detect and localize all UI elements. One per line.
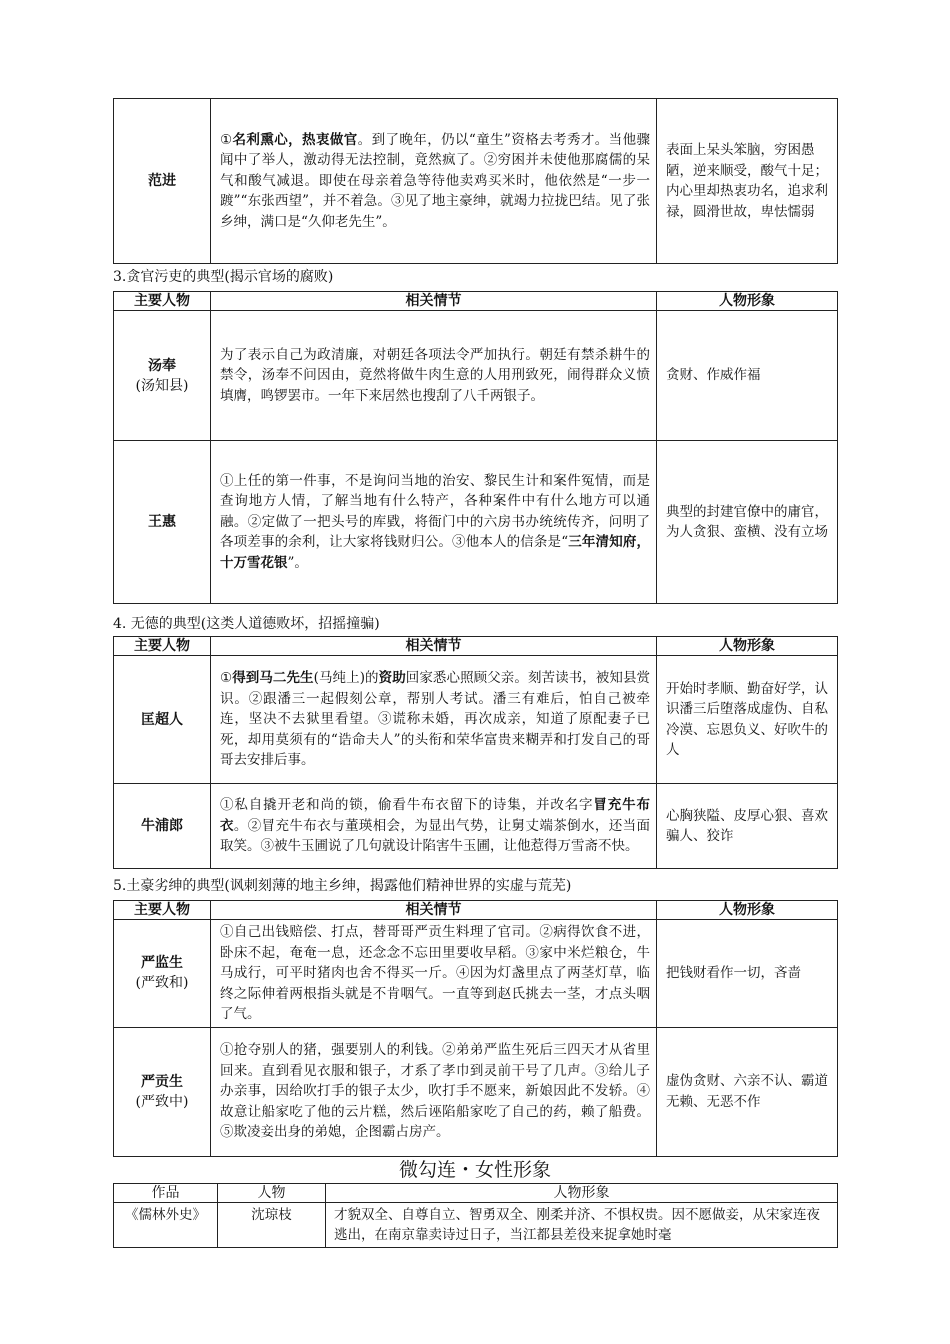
- corrupt-official-table: [113, 291, 838, 604]
- character-name: 王惠: [114, 441, 211, 604]
- fan-jin-table: [113, 98, 838, 264]
- table-row: [114, 1203, 838, 1248]
- work-title: 《儒林外史》: [114, 1203, 218, 1248]
- female-image-table: [113, 1183, 838, 1248]
- column-header: 相关情节: [211, 292, 657, 311]
- character-name: 汤奉 (汤知县): [114, 311, 211, 441]
- image-cell: 才貌双全、自尊自立、智勇双全、刚柔并济、不惧权贵。因不愿做妾，从宋家连夜逃出，在南京靠卖诗过日子，当江都县差役来捉拿她时毫: [326, 1203, 838, 1248]
- character-name: 范进: [114, 99, 211, 264]
- plot-text: 回家悉心照顾父亲。刻苦读书，被知县赏识。②跟潘三一起假刻公章，帮别人考试。潘三有难后，怕自己被牵连，坚决不去狱里看望。③谎称未婚，再次成亲，知道了原配妻子已死，却用莫须有的“诰命夫人”的头衔和荣华富贵来糊弄和打发自己的哥哥去安排后事。: [220, 670, 651, 769]
- plot-text: ①上任的第一件事，不是询问当地的治安、黎民生计和案件冤情，而是查询地方人情，了解当地有什么特产，各种案件中有什么地方可以通融。②定做了一把头号的库戥，将衙门中的六房书办统统传齐，问明了各项差事的余利，让大家将钱财归公。③他本人的信条是“: [220, 472, 650, 551]
- character-name: 严监生 (严致和): [114, 920, 211, 1028]
- section-title: 微勾连・女性形象: [398, 1159, 551, 1181]
- plot-text: ”。: [287, 554, 308, 571]
- local-tyrant-table: [113, 900, 838, 1157]
- plot-text: (马纯上)的: [313, 670, 379, 687]
- table-row: [114, 441, 838, 604]
- emphasis-text: 名利熏心，热衷做官: [232, 131, 358, 148]
- plot-text: ①: [220, 670, 233, 687]
- image-cell: 典型的封建官僚中的庸官，为人贪狠、蛮横、没有立场: [657, 441, 838, 604]
- column-header: 人物形象: [657, 637, 838, 656]
- table-row: [114, 656, 838, 784]
- column-header: 相关情节: [211, 901, 657, 920]
- column-header: 人物: [218, 1184, 326, 1203]
- table-row: [114, 311, 838, 441]
- plot-text: ①自己出钱赔偿、打点，替哥哥严贡生料理了官司。②病得饮食不进，卧床不起，奄奄一息，还念念不忘田里要收早稻。③家中米烂粮仓，牛马成行，可平时猪肉也舍不得买一斤。④因为灯盏里点了两茎灯草，临终之际伸着两根指头就是不肯咽气。一直等到赵氏挑去一茎，才点头咽了气。: [220, 924, 650, 1022]
- character-name: 匡超人: [114, 656, 211, 784]
- character-name: 严贡生 (严致中): [114, 1027, 211, 1156]
- image-cell: 表面上呆头笨脑，穷困愚陋，逆来顺受，酸气十足；内心里却热衷功名，追求利禄，圆滑世故，卑怯懦弱: [657, 99, 838, 264]
- column-header: 人物形象: [326, 1184, 838, 1203]
- plot-cell: [211, 920, 657, 1028]
- emphasis-text: 冒充牛布衣: [220, 797, 651, 834]
- column-header: 人物形象: [657, 901, 838, 920]
- section-heading: 3.贪官污吏的典型(揭示官场的腐败): [113, 269, 334, 285]
- image-cell: 开始时孝顺、勤奋好学，认识潘三后堕落成虚伪、自私冷漠、忘恩负义、好吹牛的人: [657, 656, 838, 784]
- column-header: 主要人物: [114, 637, 211, 656]
- plot-cell: [211, 784, 657, 869]
- plot-cell: [211, 311, 657, 441]
- plot-text: 为了表示自己为政清廉，对朝廷各项法令严加执行。朝廷有禁杀耕牛的禁令，汤奉不问因由，竟然将做牛肉生意的人用刑致死，闹得群众义愤填膺，鸣锣罢市。一年下来居然也搜刮了八千两银子。: [220, 346, 650, 404]
- plot-cell: [211, 1027, 657, 1156]
- plot-text: 。②冒充牛布衣与董瑛相会，为显出气势，让舅丈端茶倒水，还当面取笑。③被牛玉圃说了几句就设计陷害牛玉圃，让他惹得万雪斋不快。: [220, 817, 651, 855]
- image-cell: 心胸狭隘、皮厚心狠、喜欢骗人、狡诈: [657, 784, 838, 869]
- plot-text: ①抢夺别人的猪，强要别人的利钱。②弟弟严监生死后三四天才从省里回来。直到看见衣服和银子，才系了孝巾到灵前干号了几声。③给儿子办亲事，因给吹打手的银子太少，吹打手不愿来，新娘因此不发轿。④故意让船家吃了他的云片糕，然后诬陷船家吃了自己的药，赖了船费。⑤欺凌妾出身的弟媳，企图霸占房产。: [220, 1042, 650, 1141]
- section-heading: 5.土豪劣绅的典型(讽刺刻薄的地主乡绅，揭露他们精神世界的实虚与荒芜): [113, 878, 572, 894]
- emphasis-text: 得到马二先生: [232, 670, 314, 687]
- plot-text: ①: [220, 131, 233, 148]
- plot-cell: [211, 441, 657, 604]
- image-cell: 贪财、作威作福: [657, 311, 838, 441]
- immoral-table: [113, 636, 838, 869]
- plot-text: ①私自撬开老和尚的锁，偷看牛布衣留下的诗集，并改名字: [220, 797, 594, 814]
- column-header: 人物形象: [657, 292, 838, 311]
- column-header: 相关情节: [211, 637, 657, 656]
- column-header: 作品: [114, 1184, 218, 1203]
- plot-cell: [211, 99, 657, 264]
- image-cell: 虚伪贪财、六亲不认、霸道无赖、无恶不作: [657, 1027, 838, 1156]
- table-row: [114, 1027, 838, 1156]
- image-cell: 把钱财看作一切，吝啬: [657, 920, 838, 1028]
- section-heading: 4. 无德的典型(这类人道德败坏，招摇撞骗): [113, 616, 380, 632]
- column-header: 主要人物: [114, 292, 211, 311]
- column-header: 主要人物: [114, 901, 211, 920]
- table-row: [114, 920, 838, 1028]
- table-row: [114, 784, 838, 869]
- character-name: 牛浦郎: [114, 784, 211, 869]
- plot-cell: [211, 656, 657, 784]
- plot-text: 。到了晚年，仍以“童生”资格去考秀才。当他骤闻中了举人，激动得无法控制，竟然疯了。②穷困并未使他那腐儒的呆气和酸气减退。即使在母亲着急等待他卖鸡买米时，他依然是“一步一踱”“东张西望”，并不着急。③见了地主豪绅，就竭力拉拢巴结。见了张乡绅，满口是“久仰老先生”。: [220, 131, 650, 230]
- character-name: 沈琼枝: [218, 1203, 326, 1248]
- emphasis-text: 资助: [378, 670, 406, 687]
- emphasis-text: 三年清知府，十万雪花银: [220, 534, 650, 571]
